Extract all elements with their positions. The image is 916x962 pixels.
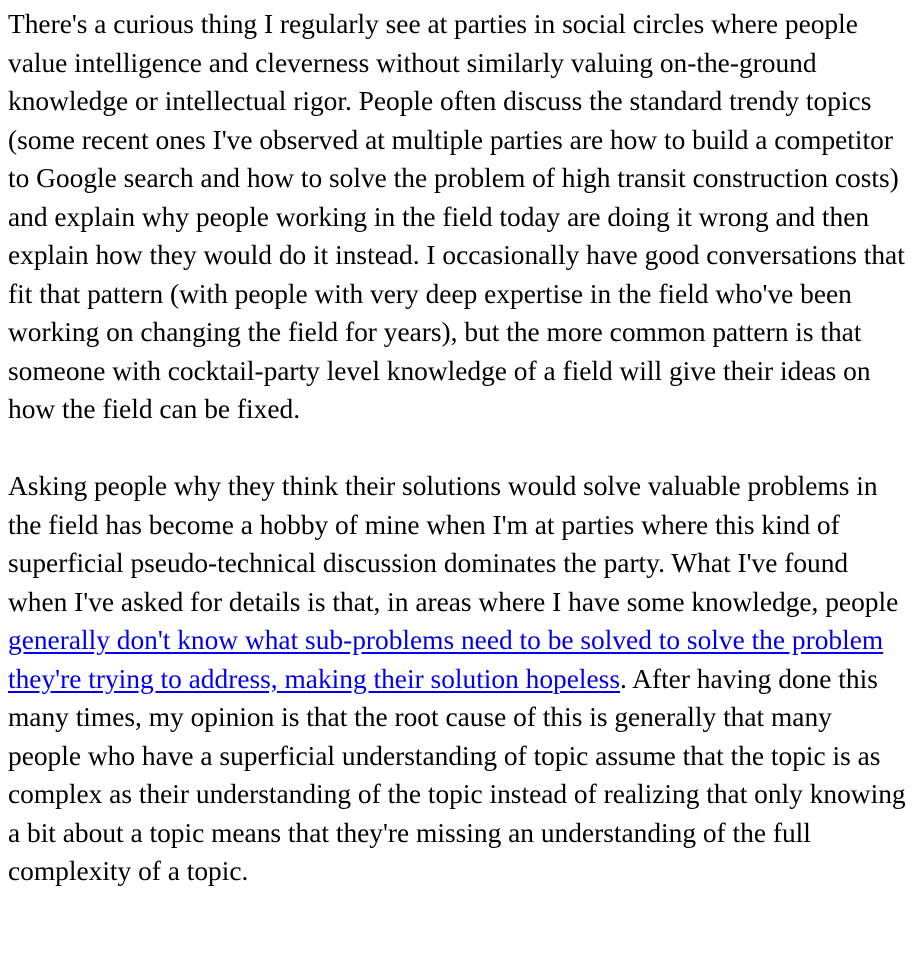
paragraph-2 bbox=[8, 467, 908, 891]
sub-problems-link[interactable]: generally don't know what sub-problems need to be solved to solve the problem they're trying to address, making their solution hopeless bbox=[8, 625, 884, 694]
paragraph-2-text-after-link: . After having done this many times, my opinion is that the root cause of this is generally that many people who have a superficial understanding of topic assume that the topic is as complex as their understanding of the topic instead of realizing that only knowing a bit about a topic means that they're missing an understanding of the full complexity of a topic. bbox=[8, 663, 906, 886]
paragraph-1 bbox=[8, 5, 908, 429]
paragraph-1-text: There's a curious thing I regularly see at parties in social circles where people value intelligence and cleverness without similarly valuing on-the-ground knowledge or intellectual rigor. People often discuss the standard trendy topics (some recent ones I've observed at multiple parties are how to build a competitor to Google search and how to solve the problem of high transit construction costs) and explain why people working in the field today are doing it wrong and then explain how they would do it instead. I occasionally have good conversations that fit that pattern (with people with very deep expertise in the field who've been working on changing the field for years), but the more common pattern is that someone with cocktail-party level knowledge of a field will give their ideas on how the field can be fixed. bbox=[8, 9, 905, 424]
article-body bbox=[8, 5, 908, 891]
paragraph-2-text-before-link: Asking people why they think their solutions would solve valuable problems in the field has become a hobby of mine when I'm at parties where this kind of superficial pseudo-technical discussion dominates the party. What I've found when I've asked for details is that, in areas where I have some knowledge, people bbox=[8, 471, 899, 617]
